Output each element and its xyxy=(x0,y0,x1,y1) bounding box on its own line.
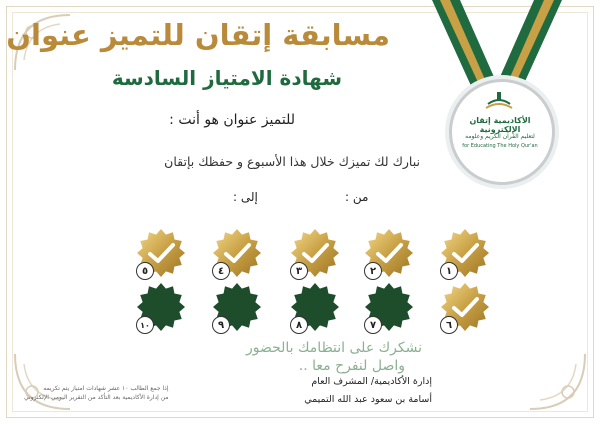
bottom-right-ornament xyxy=(520,344,590,414)
bottom-left-ornament xyxy=(10,344,80,414)
footnote-line-2: من إدارة الأكاديمية بعد التأكد من التقرير اليومي الإلكتروني xyxy=(24,394,169,401)
congrats-line: نبارك لك تميزك خلال هذا الأسبوع و حفظك بإتقان xyxy=(164,154,420,169)
medal-9 xyxy=(212,282,262,332)
page-title: مسابقة إتقان للتميز عنوان xyxy=(6,18,390,52)
logo-name: الأكاديمية إتقان الإلكترونية xyxy=(469,116,531,134)
medal-10 xyxy=(136,282,186,332)
medal-7 xyxy=(364,282,414,332)
admin-title: إدارة الأكاديمية/ المشرف العام xyxy=(311,376,432,387)
medal-number: ١٠ xyxy=(136,316,154,334)
medal-number: ٩ xyxy=(212,316,230,334)
thanks-line-2: واصل لنفرح معا .. xyxy=(298,358,405,374)
to-label: إلى : xyxy=(233,190,258,204)
medal-number: ٨ xyxy=(290,316,308,334)
footnote xyxy=(24,384,169,402)
medal-1 xyxy=(440,228,490,278)
medal-number: ٣ xyxy=(290,262,308,280)
medal-4 xyxy=(212,228,262,278)
thanks-line-1: نشكرك على انتظامك بالحضور xyxy=(245,340,422,356)
medal-number: ١ xyxy=(440,262,458,280)
medal-8 xyxy=(290,282,340,332)
medal-number: ٧ xyxy=(364,316,382,334)
medal-3 xyxy=(290,228,340,278)
from-label: من : xyxy=(345,190,369,204)
admin-name: أسامة بن سعود عبد الله التميمي xyxy=(304,394,432,405)
medal-number: ٥ xyxy=(136,262,154,280)
logo-subtitle-ar: لتعليم القرآن الكريم وعلومه xyxy=(465,133,535,140)
medal-2 xyxy=(364,228,414,278)
medal-number: ٦ xyxy=(440,316,458,334)
footnote-line-1: إذا جمع الطالب ١٠ عشر شهادات امتياز يتم تكريمه xyxy=(43,385,169,392)
medal-number: ٤ xyxy=(212,262,230,280)
medal-6 xyxy=(440,282,490,332)
recipient-line: للتميز عنوان هو أنت : xyxy=(169,112,295,128)
book-icon xyxy=(484,90,514,114)
logo-subtitle-en: for Educating The Holy Qur'an xyxy=(462,143,538,149)
medal-5 xyxy=(136,228,186,278)
medal-number: ٢ xyxy=(364,262,382,280)
certificate-title: شهادة الامتياز السادسة xyxy=(111,66,342,90)
